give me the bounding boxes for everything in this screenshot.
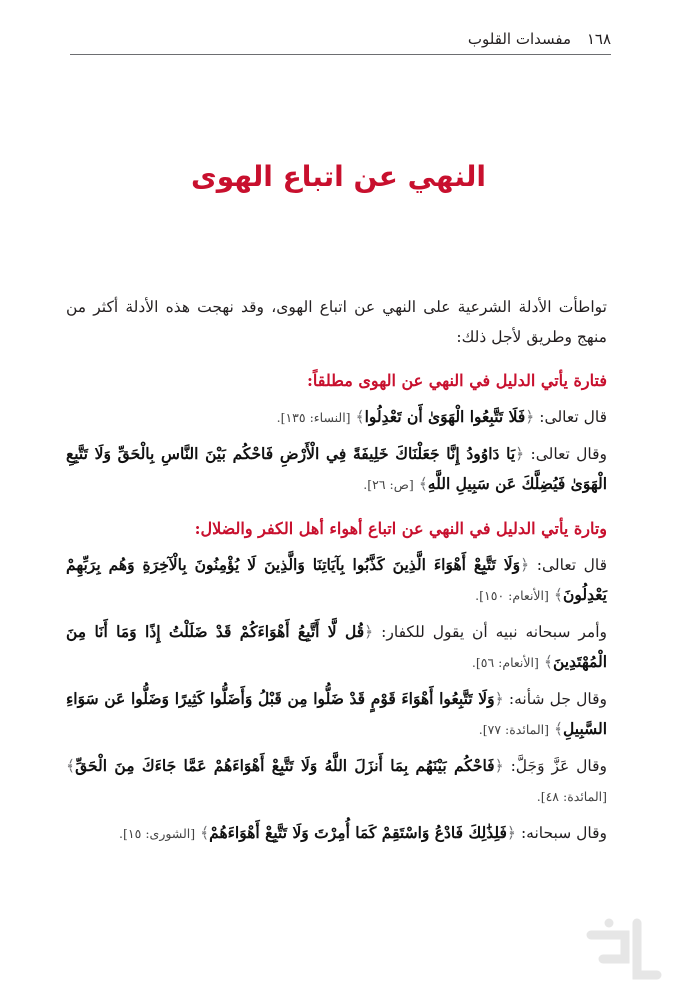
publisher-logo-watermark bbox=[585, 915, 663, 985]
close-bracket: ﴾ bbox=[200, 824, 210, 842]
close-bracket: ﴾ bbox=[543, 653, 553, 671]
section-heading: وتارة يأتي الدليل في النهي عن اتباع أهواء أهل الكفر والضلال: bbox=[194, 519, 607, 538]
page-body bbox=[66, 292, 607, 855]
lead-text: وقال تعالى: bbox=[530, 445, 607, 463]
evidence-paragraph bbox=[66, 550, 607, 611]
section-absolute bbox=[66, 366, 607, 500]
quran-verse: فَاحْكُم بَيْنَهُم بِمَا أَنزَلَ اللَّهُ وَلَا تَتَّبِعْ أَهْوَاءَهُمْ عَمَّا جَاءَكَ مِنَ الْحَقِّ bbox=[75, 756, 495, 775]
book-title: مفسدات القلوب bbox=[467, 30, 571, 48]
quran-verse: وَلَا تَتَّبِعْ أَهْوَاءَ الَّذِينَ كَذَّبُوا بِآيَاتِنَا وَالَّذِينَ لَا يُؤْمِنُونَ بِالْآخِرَةِ وَهُم بِرَبِّهِمْ يَعْدِلُونَ bbox=[66, 555, 607, 604]
quran-verse: يَا دَاوُودُ إِنَّا جَعَلْنَاكَ خَلِيفَةً فِي الْأَرْضِ فَاحْكُم بَيْنَ النَّاسِ بِالْحَقِّ وَلَا تَتَّبِعِ الْهَوَىٰ فَيُضِلَّكَ عَن سَبِيلِ اللَّهِ bbox=[66, 444, 607, 493]
close-bracket: ﴾ bbox=[553, 720, 564, 738]
open-bracket: ﴿ bbox=[494, 690, 504, 708]
lead-text: وأمر سبحانه نبيه أن يقول للكفار: bbox=[381, 623, 607, 641]
section-heading: فتارة يأتي الدليل في النهي عن الهوى مطلقاً: bbox=[306, 371, 607, 390]
evidence-paragraph bbox=[66, 439, 607, 500]
page-number: ١٦٨ bbox=[586, 30, 611, 48]
verse-reference: [المائدة: ٤٨]. bbox=[536, 789, 607, 804]
evidence-paragraph bbox=[66, 751, 607, 812]
evidence-paragraph bbox=[66, 617, 607, 678]
open-bracket: ﴿ bbox=[520, 556, 530, 574]
lead-text: قال تعالى: bbox=[539, 408, 607, 426]
close-bracket: ﴾ bbox=[355, 408, 365, 426]
close-bracket: ﴾ bbox=[66, 757, 76, 775]
open-bracket: ﴿ bbox=[515, 445, 525, 463]
quran-verse: قُل لَّا أَتَّبِعُ أَهْوَاءَكُمْ قَدْ ضَلَلْتُ إِذًا وَمَا أَنَا مِنَ الْمُهْتَدِينَ bbox=[66, 622, 607, 671]
verse-reference: [المائدة: ٧٧]. bbox=[478, 722, 550, 737]
evidence-paragraph bbox=[66, 684, 607, 745]
lead-text: وقال جل شأنه: bbox=[508, 690, 608, 708]
verse-reference: [النساء: ١٣٥]. bbox=[276, 410, 351, 425]
intro-paragraph: تواطأت الأدلة الشرعية على النهي عن اتباع الهوى، وقد نهجت هذه الأدلة أكثر من منهج وطريق لأجل ذلك: bbox=[66, 298, 607, 346]
close-bracket: ﴾ bbox=[553, 586, 563, 604]
verse-reference: [الأنعام: ١٥٠]. bbox=[475, 588, 549, 603]
quran-verse: فَلِذَٰلِكَ فَادْعُ وَاسْتَقِمْ كَمَا أُمِرْتَ وَلَا تَتَّبِعْ أَهْوَاءَهُمْ bbox=[209, 823, 507, 842]
verse-reference: [الشورى: ١٥]. bbox=[119, 826, 196, 841]
open-bracket: ﴿ bbox=[494, 757, 504, 775]
running-header bbox=[70, 26, 611, 55]
verse-reference: [ص: ٢٦]. bbox=[363, 477, 414, 492]
section-disbelievers bbox=[66, 514, 607, 849]
lead-text: وقال سبحانه: bbox=[520, 824, 607, 842]
evidence-paragraph bbox=[66, 818, 607, 849]
quran-verse: وَلَا تَتَّبِعُوا أَهْوَاءَ قَوْمٍ قَدْ ضَلُّوا مِن قَبْلُ وَأَضَلُّوا كَثِيرًا وَضَلُّوا عَن سَوَاءِ السَّبِيلِ bbox=[66, 689, 607, 738]
lead-text: قال تعالى: bbox=[536, 556, 607, 574]
quran-verse: فَلَا تَتَّبِعُوا الْهَوَىٰ أَن تَعْدِلُوا bbox=[364, 407, 526, 426]
evidence-paragraph bbox=[66, 402, 607, 433]
open-bracket: ﴿ bbox=[506, 824, 517, 842]
lead-text: وقال عَزَّ وَجَلَّ: bbox=[510, 757, 608, 775]
open-bracket: ﴿ bbox=[364, 623, 374, 641]
close-bracket: ﴾ bbox=[418, 475, 428, 493]
chapter-title: النهي عن اتباع الهوى bbox=[191, 160, 486, 193]
verse-reference: [الأنعام: ٥٦]. bbox=[471, 655, 539, 670]
open-bracket: ﴿ bbox=[525, 408, 535, 426]
